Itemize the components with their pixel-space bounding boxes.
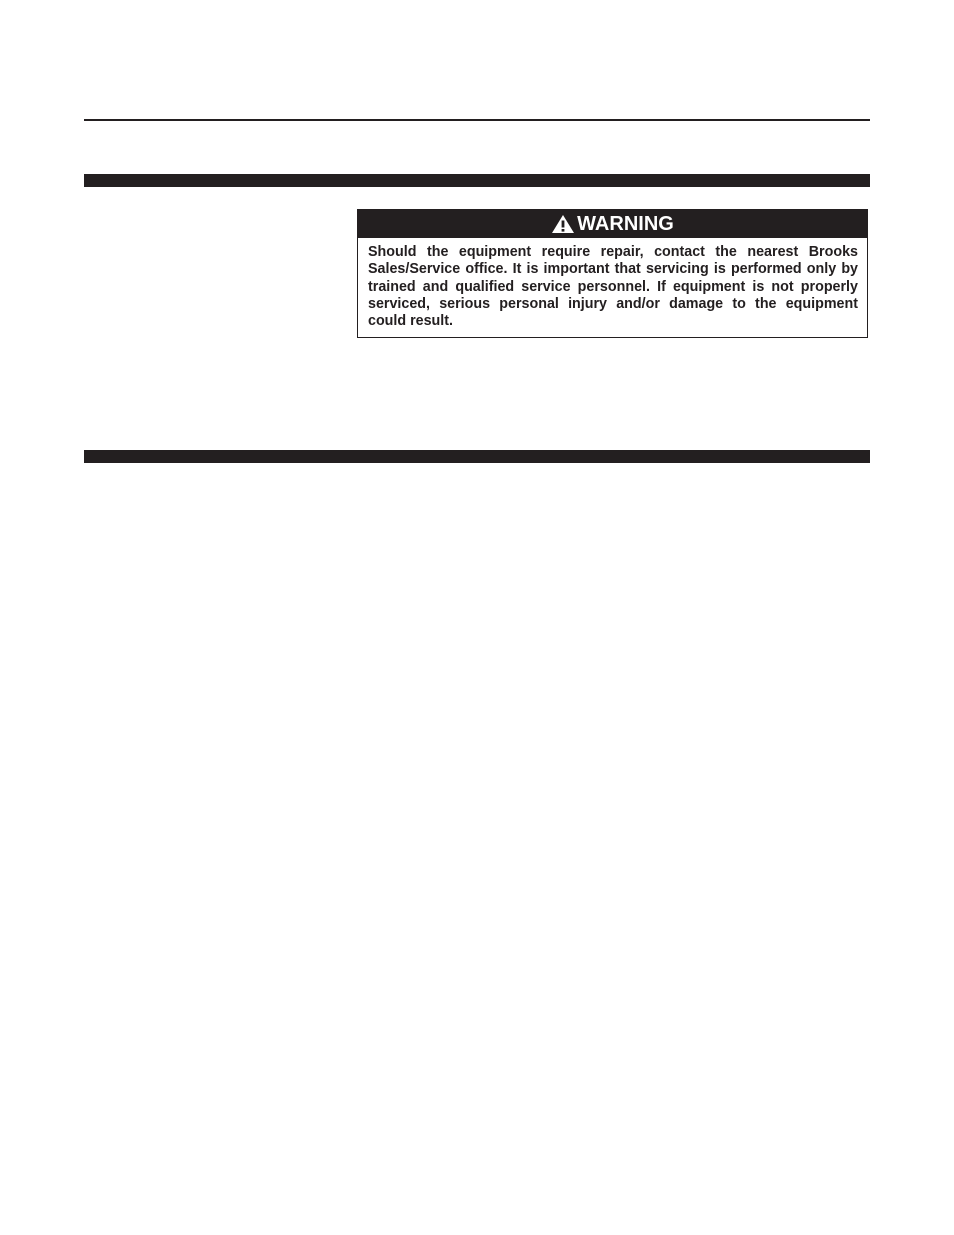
section-bar-top [84, 174, 870, 187]
header-rule [84, 119, 870, 121]
section-bar-bottom [84, 450, 870, 463]
warning-box [357, 209, 868, 338]
warning-title: WARNING [577, 213, 674, 235]
warning-text: Should the equipment require repair, contact the nearest Brooks Sales/Service office. It is important that servicing is performed only by trained and qualified service personnel. If equipment is not properly serviced, serious personal injury and/or damage to the equipment could result. [368, 244, 858, 330]
warning-header [358, 210, 867, 238]
warning-triangle-icon [551, 214, 575, 234]
